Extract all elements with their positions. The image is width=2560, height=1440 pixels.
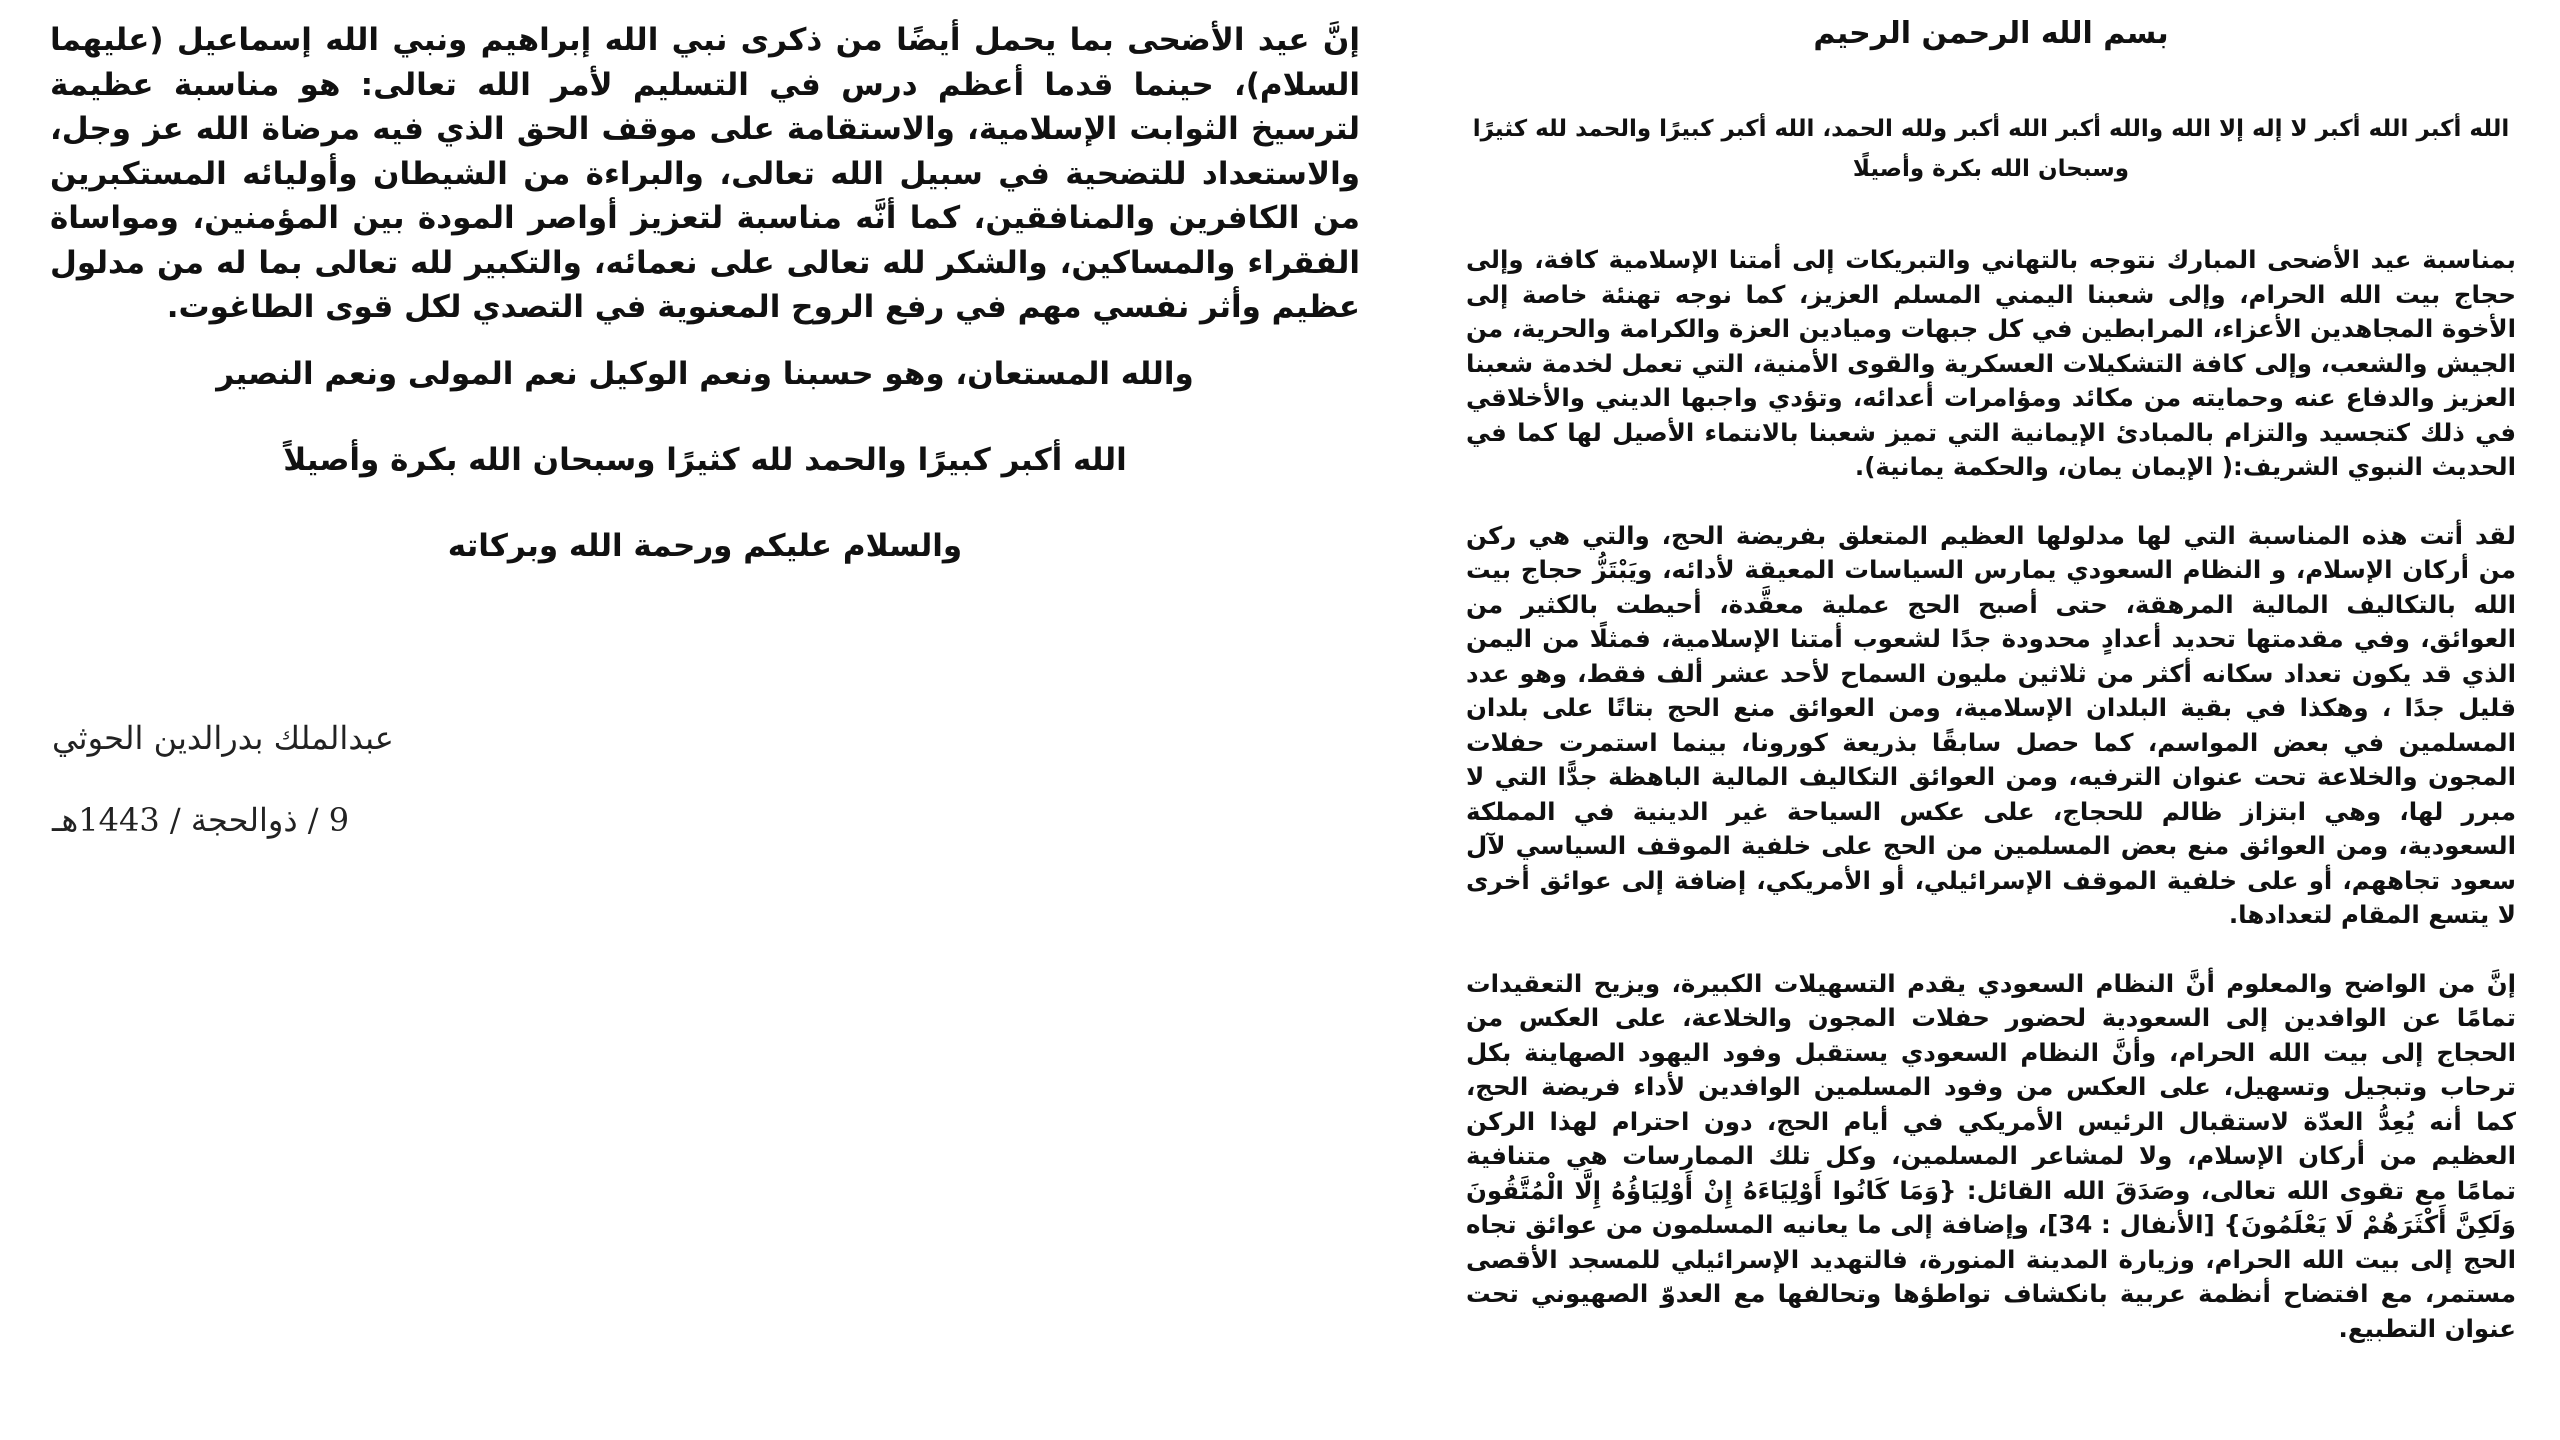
closing-line: والسلام عليكم ورحمة الله وبركاته [447, 527, 963, 564]
signature-name: عبدالملك بدرالدين الحوثي [52, 719, 394, 757]
closing-line: والله المستعان، وهو حسبنا ونعم الوكيل نعم المولى ونعم النصير [216, 355, 1194, 392]
takbeer-line: الله أكبر الله أكبر لا إله إلا الله والله أكبر الله أكبر ولله الحمد، الله أكبر كبيرًا والحمد لله كثيرًا وسبحان الله بكرة وأصيلًا [1472, 116, 2510, 182]
signature-block [52, 718, 452, 840]
right-column [1466, 16, 2516, 1380]
paragraph-hajj-obstacles: لقد أتت هذه المناسبة التي لها مدلولها العظيم المتعلق بفريضة الحج، والتي هي ركن من أركان الإسلام، و النظام السعودي يمارس السياسات المعيقة لأدائه، ويَبْتَزُّ حجاج بيت الله بالتكاليف المالية المرهقة، حتى أصبح الحج عملية معقَّدة، أحيطت بالكثير من العوائق، وفي مقدمتها تحديد أعدادٍ محدودة جدًا لشعوب أمتنا الإسلامية، فمثلًا من اليمن الذي قد يكون تعداد سكانه أكثر من ثلاثين مليون السماح لأحد عشر ألف فقط، وهو عدد قليل جدًا ، وهكذا في بقية البلدان الإسلامية، ومن العوائق منع الحج بتاتًا على بلدان المسلمين في بعض المواسم، كما حصل سابقًا بذريعة كورونا، بينما استمرت حفلات المجون والخلاعة تحت عنوان الترفيه، ومن العوائق التكاليف المالية الباهظة جدًّا التي لا مبرر لها، وهي ابتزاز ظالم للحجاج، على عكس السياحة غير الدينية في المملكة السعودية، ومن العوائق منع بعض المسلمين من الحج على خلفية الموقف السياسي لآل سعود تجاههم، أو على خلفية الموقف الإسرائيلي، أو الأمريكي، إضافة إلى عوائق أخرى لا يتسع المقام لتعدادها. [1466, 520, 2516, 929]
paragraph-saudi-policies: إنَّ من الواضح والمعلوم أنَّ النظام السعودي يقدم التسهيلات الكبيرة، ويزيح التعقيدات تمامًا عن الوافدين إلى السعودية لحضور حفلات المجون والخلاعة، على العكس من الحجاج إلى بيت الله الحرام، وأنَّ النظام السعودي يستقبل وفود اليهود الصهاينة بكل ترحاب وتبجيل وتسهيل، على العكس من وفود المسلمين الوافدين لأداء فريضة الحج، كما أنه يُعِدُّ العدّة لاستقبال الرئيس الأمريكي في أيام الحج، دون احترام لهذا الركن العظيم من أركان الإسلام، ولا لمشاعر المسلمين، وكل تلك الممارسات هي متنافية تمامًا مع تقوى الله تعالى، وصَدَقَ الله القائل: {وَمَا كَانُوا أَوْلِيَاءَهُ إِنْ أَوْلِيَاؤُهُ إِلَّا الْمُتَّقُونَ وَلَكِنَّ أَكْثَرَهُمْ لَا يَعْلَمُونَ} [الأنفال : 34]، وإضافة إلى ما يعانيه المسلمون من عوائق تجاه الحج إلى بيت الله الحرام، وزيارة المدينة المنورة، فالتهديد الإسرائيلي للمسجد الأقصى مستمر، مع افتضاح أنظمة عربية بانكشاف تواطؤها وتحالفها مع العدوّ الصهيوني تحت عنوان التطبيع. [1466, 968, 2516, 1343]
closing-line: الله أكبر كبيرًا والحمد لله كثيرًا وسبحان الله بكرة وأصيلاً [283, 441, 1127, 478]
paragraph-greetings: بمناسبة عيد الأضحى المبارك نتوجه بالتهاني والتبريكات إلى أمتنا الإسلامية كافة، وإلى حجاج بيت الله الحرام، وإلى شعبنا اليمني المسلم العزيز، كما نوجه تهنئة خاصة إلى الأخوة المجاهدين الأعزاء، المرابطين في كل جبهات وميادين العزة والكرامة والحرية، من الجيش والشعب، وإلى كافة التشكيلات العسكرية والقوى الأمنية، التي تعمل لخدمة شعبنا العزيز والدفاع عنه وحمايته من مكائد ومؤامرات أعدائه، وتؤدي واجبها الديني والأخلاقي في ذلك كتجسيد والتزام بالمبادئ الإيمانية التي تميز شعبنا بالانتماء الأصيل لها كما في الحديث النبوي الشريف:( الإيمان يمان، والحكمة يمانية). [1466, 245, 2516, 481]
signature-date: 9 / ذوالحجة / 1443هـ [52, 801, 350, 839]
paragraph-eid-meaning: إنَّ عيد الأضحى بما يحمل أيضًا من ذكرى نبي الله إبراهيم ونبي الله إسماعيل (عليهما السلام)، حينما قدما أعظم درس في التسليم لأمر الله تعالى: هو مناسبة عظيمة لترسيخ الثوابت الإسلامية، والاستقامة على موقف الحق الذي فيه مرضاة الله عز وجل، والاستعداد للتضحية في سبيل الله تعالى، والبراءة من الشيطان وأوليائه المستكبرين من الكافرين والمنافقين، كما أنَّه مناسبة لتعزيز أواصر المودة بين المؤمنين، ومواساة الفقراء والمساكين، والشكر لله تعالى على نعمائه، والتكبير لله تعالى بما له من مدلول عظيم وأثر نفسي مهم في رفع الروح المعنوية في التصدي لكل قوى الطاغوت. [50, 22, 1360, 325]
left-column [50, 18, 1360, 610]
basmala-heading: بسم الله الرحمن الرحيم [1813, 16, 2169, 51]
